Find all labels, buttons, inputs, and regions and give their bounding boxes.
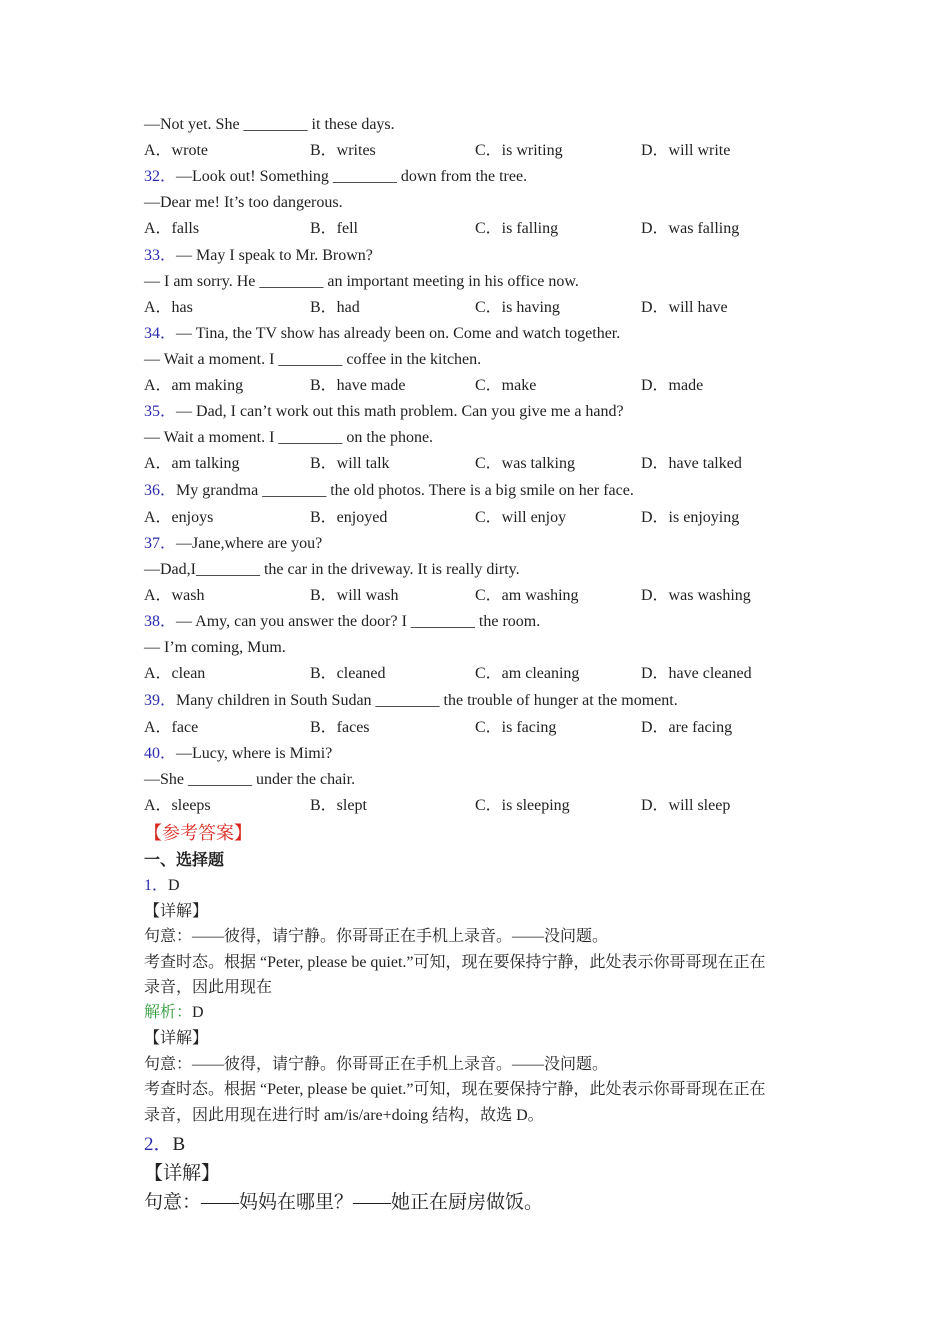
answer-1-analysis-repeat: 考查时态。根据 “Peter, please be quiet.”可知，现在要保持宁静，此处表示你哥哥现在正在	[144, 1081, 766, 1098]
question-line: —Dear me! It’s too dangerous.	[144, 194, 343, 211]
question-33	[144, 246, 373, 266]
question-line: — Wait a moment. I ________ on the phone.	[144, 429, 434, 446]
jiexi-value: D	[192, 1004, 204, 1021]
option-b: B．had	[310, 299, 360, 316]
question-39	[144, 691, 678, 711]
option-a: A．am making	[144, 377, 244, 394]
answer-2	[144, 1133, 185, 1157]
answer-2-meaning: 句意：——妈妈在哪里？——她正在厨房做饭。	[144, 1192, 544, 1213]
option-b: B．will wash	[310, 587, 399, 604]
option-b: B．enjoyed	[310, 509, 388, 526]
question-number: 37．	[144, 535, 177, 552]
option-b: B．faces	[310, 719, 370, 736]
option-b: B．slept	[310, 797, 367, 814]
option-c: C．is facing	[475, 719, 557, 736]
question-stem: Many children in South Sudan ________ the trouble of hunger at the moment.	[176, 692, 678, 709]
question-number: 35．	[144, 403, 177, 420]
option-a: A．wash	[144, 587, 205, 604]
option-d: D．made	[641, 377, 704, 394]
question-34	[144, 324, 620, 344]
answer-1	[144, 876, 180, 896]
section-heading: 一、选择题	[144, 852, 225, 869]
answer-1-analysis-full: 录音，因此用现在进行时 am/is/are+doing 结构，故选 D。	[144, 1107, 544, 1124]
jiexi-line	[144, 1003, 204, 1023]
option-b: B．writes	[310, 142, 376, 159]
option-c: C．am washing	[475, 587, 579, 604]
answer-1-analysis-cont: 录音，因此用现在	[144, 979, 273, 996]
option-a: A．has	[144, 299, 193, 316]
option-a: A．enjoys	[144, 509, 214, 526]
question-number: 38．	[144, 613, 177, 630]
question-stem: —Look out! Something ________ down from the tree.	[176, 168, 528, 185]
option-a: A．clean	[144, 665, 206, 682]
detail-label: 【详解】	[144, 903, 209, 920]
answer-number: 2．	[144, 1134, 173, 1155]
answer-heading: 【参考答案】	[144, 823, 252, 843]
question-number: 39．	[144, 692, 177, 709]
option-a: A．wrote	[144, 142, 208, 159]
answer-value: D	[168, 877, 180, 894]
option-d: D．will write	[641, 142, 731, 159]
option-a: A．sleeps	[144, 797, 211, 814]
option-d: D．will have	[641, 299, 728, 316]
option-c: C．is having	[475, 299, 560, 316]
option-c: C．am cleaning	[475, 665, 580, 682]
question-36	[144, 481, 634, 501]
option-d: D．are facing	[641, 719, 733, 736]
question-stem: —Lucy, where is Mimi?	[176, 745, 333, 762]
option-b: B．will talk	[310, 455, 390, 472]
question-number: 32．	[144, 168, 177, 185]
question-number: 34．	[144, 325, 177, 342]
answer-number: 1．	[144, 877, 169, 894]
option-d: D．have talked	[641, 455, 742, 472]
detail-label: 【详解】	[144, 1030, 209, 1047]
question-line: —She ________ under the chair.	[144, 771, 356, 788]
question-35	[144, 402, 624, 422]
q31-reply: —Not yet. She ________ it these days.	[144, 116, 395, 133]
detail-label: 【详解】	[144, 1163, 221, 1184]
question-stem: — Tina, the TV show has already been on. Come and watch together.	[176, 325, 621, 342]
option-c: C．was talking	[475, 455, 575, 472]
option-a: A．falls	[144, 220, 200, 237]
option-b: B．have made	[310, 377, 406, 394]
option-d: D．is enjoying	[641, 509, 740, 526]
option-c: C．will enjoy	[475, 509, 567, 526]
option-c: C．is falling	[475, 220, 559, 237]
question-stem: — May I speak to Mr. Brown?	[176, 247, 373, 264]
question-38	[144, 612, 540, 632]
option-d: D．will sleep	[641, 797, 731, 814]
option-b: B．cleaned	[310, 665, 386, 682]
question-37	[144, 534, 322, 554]
question-40	[144, 744, 332, 764]
jiexi-label: 解析：	[144, 1004, 193, 1021]
question-number: 36．	[144, 482, 177, 499]
question-line: — Wait a moment. I ________ coffee in the kitchen.	[144, 351, 482, 368]
question-32	[144, 167, 527, 187]
option-b: B．fell	[310, 220, 358, 237]
question-number: 33．	[144, 247, 177, 264]
option-d: D．was falling	[641, 220, 740, 237]
question-line: —Dad,I________ the car in the driveway. It is really dirty.	[144, 561, 520, 578]
question-line: — I am sorry. He ________ an important meeting in his office now.	[144, 273, 579, 290]
question-stem: My grandma ________ the old photos. There is a big smile on her face.	[176, 482, 634, 499]
answer-1-meaning: 句意：——彼得，请宁静。你哥哥正在手机上录音。——没问题。	[144, 928, 609, 945]
question-stem: — Dad, I can’t work out this math problem. Can you give me a hand?	[176, 403, 624, 420]
option-c: C．is writing	[475, 142, 563, 159]
answer-1-analysis: 考查时态。根据 “Peter, please be quiet.”可知，现在要保持宁静，此处表示你哥哥现在正在	[144, 954, 766, 971]
option-c: C．make	[475, 377, 537, 394]
question-stem: —Jane,where are you?	[176, 535, 323, 552]
answer-value: B	[172, 1134, 186, 1155]
option-a: A．face	[144, 719, 199, 736]
option-c: C．is sleeping	[475, 797, 570, 814]
question-number: 40．	[144, 745, 177, 762]
option-d: D．have cleaned	[641, 665, 752, 682]
question-stem: — Amy, can you answer the door? I ________ the room.	[176, 613, 541, 630]
option-a: A．am talking	[144, 455, 240, 472]
option-d: D．was washing	[641, 587, 751, 604]
answer-1-meaning-repeat: 句意：——彼得，请宁静。你哥哥正在手机上录音。——没问题。	[144, 1056, 609, 1073]
question-line: — I’m coming, Mum.	[144, 639, 286, 656]
